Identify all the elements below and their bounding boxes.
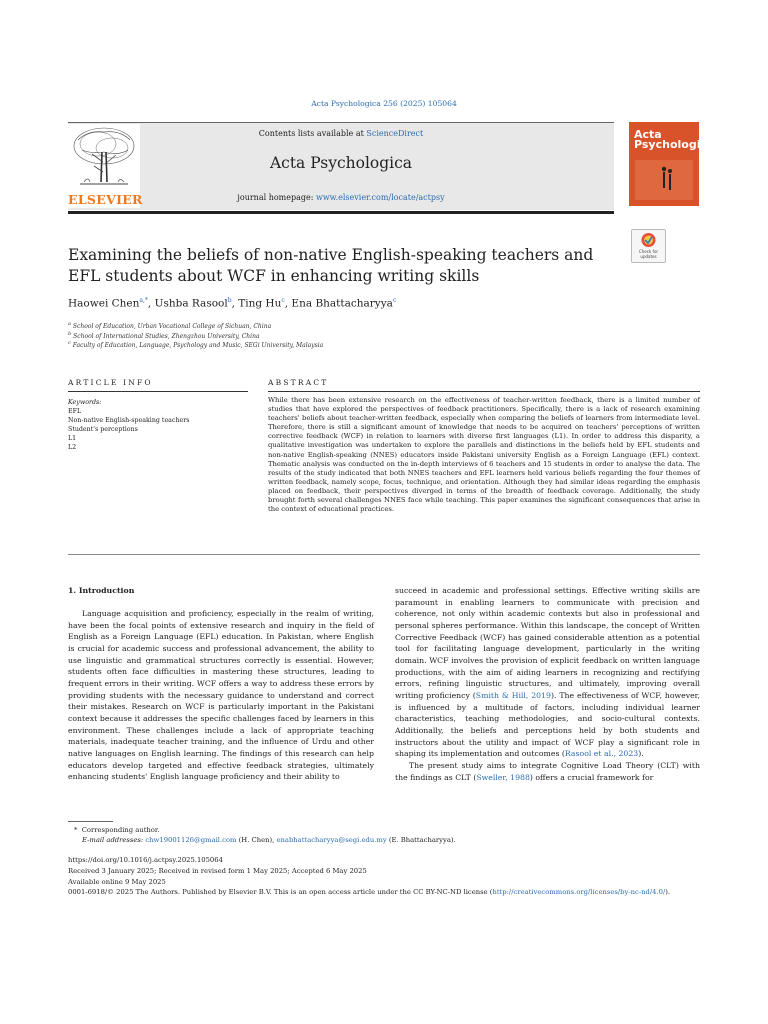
email-link[interactable]: enabhattacharyya@segi.edu.my [276, 836, 387, 844]
sciencedirect-link[interactable]: ScienceDirect [366, 129, 424, 138]
paragraph-text: ). [638, 749, 644, 759]
article-title: Examining the beliefs of non-native English-speaking teachers and EFL students about WCF in enhancing writing skills [68, 246, 594, 285]
received-dates: Received 3 January 2025; Received in revised form 1 May 2025; Accepted 6 May 2025 [68, 867, 367, 875]
license-text: 0001-6918/© 2025 The Authors. Published by Elsevier B.V. This is an open access article under the CC BY-NC-ND license ( [68, 888, 493, 896]
abstract-rule [268, 391, 700, 392]
paragraph-text: ) offers a crucial framework for [529, 772, 654, 782]
paragraph-text: succeed in academic and professional settings. Effective writing skills are paramount in enabling learners to communicate with precision and coherence, not only within academic contexts but also in professional and personal spheres performance. Within this landscape, the concept of Written Corrective Feedback (WCF) has gained considerable attention as a potential tool for facilitating language development, particularly in the writing domain. WCF involves the provision of explicit feedback on written language productions, with the aim of aiding learners in recognizing and rectifying errors, refining linguistic structures, and ultimately, improving overall writing proficiency ( [395, 586, 700, 700]
elsevier-wordmark: ELSEVIER [68, 192, 143, 207]
affiliation-item [68, 321, 668, 330]
author-separator: , [284, 297, 292, 310]
author-name[interactable]: Ena Bhattacharyya [291, 297, 393, 310]
doi-link[interactable]: https://doi.org/10.1016/j.actpsy.2025.105064 [68, 856, 223, 864]
homepage-prefix: journal homepage: [237, 193, 316, 202]
affiliation-item [68, 340, 668, 349]
author-affiliation-mark[interactable]: a,* [139, 297, 148, 304]
corresponding-note: * Corresponding author. [74, 826, 160, 834]
contents-line [68, 129, 614, 138]
author-affiliation-mark[interactable]: b [227, 297, 232, 304]
intro-paragraph: Language acquisition and proficiency, especially in the realm of writing, have been the focal points of extensive research and inquiry in the field of English as a Foreign Language (EFL) education. In Pakistan, where English is crucial for academic success and professional advancement, the ability to use linguistic and grammatical structures correctly is essential. However, students often face difficulties in mastering these structures, leading to frequent errors in their writing. WCF offers a way to address these errors by providing students with the necessary guidance to understand and correct their mistakes. Research on WCF is particularly important in the Pakistani context because it addresses the specific challenges faced by learners in this environment. These challenges include a lack of appropriate teaching materials, inadequate teacher training, and the influence of Urdu and other native languages on English learning. The findings of this research can help educators develop targeted and effective feedback strategies, ultimately enhancing students' English language proficiency and their ability to [68, 609, 374, 782]
journal-title: Acta Psychologica [269, 154, 413, 172]
corresponding-text: Corresponding author. [81, 826, 160, 834]
author-name[interactable]: Ting Hu [238, 297, 282, 310]
affiliation-mark: c [68, 340, 71, 346]
intro-paragraph [395, 760, 700, 783]
keyword-item[interactable]: EFL [68, 408, 82, 415]
section-heading-introduction: 1. Introduction [68, 586, 135, 595]
citation-link[interactable]: Smith & Hill, 2019 [475, 690, 551, 700]
abstract-text: While there has been extensive research on the effectiveness of teacher-written feedback, there is a limited number of studies that have explored the perspectives of feedback practitioners. Specifically, there is a lack of research examining teachers' beliefs about teacher-written feedback, especially when comparing the beliefs of learners from intermediate level. Therefore, there is still a significant amount of knowledge that needs to be acquired on teachers' perceptions of written corrective feedback (WCF) in relation to learners with diverse first languages (L1). In order to address this disparity, a qualitative investigation was undertaken to explore the parallels and distinctions in the beliefs held by EFL students and non-native English-speaking (NNES) educators inside Pakistani university English as a Foreign Language (EFL) context. Thematic analysis was conducted on the in-depth interviews of 6 teachers and 15 students in order to analyse the data. The results of the study indicated that both NNES teachers and EFL learners held various beliefs regarding the four themes of written feedback, namely scope, focus, technique, and orientation. Although they had similar ideas regarding the emphasis placed on feedback, their perspectives diverged in terms of the breadth of feedback coverage. Additionally, the study brought forth several challenges NNES face while teaching. This paper examines the significant consequences that arise in the context of educational practices. [268, 396, 700, 514]
affiliation-mark: b [68, 331, 72, 337]
cover-title: Acta Psychologica [634, 128, 715, 151]
paragraph-text: ). The effectiveness of WCF, however, is influenced by a multitude of factors, including individual learner characteristics, teaching methodologies, and socio-cultural contexts. Additionally, the beliefs and perceptions held by both students and instructors about the utility and impact of WCF play a significant role in shaping its implementation and outcomes ( [395, 690, 700, 759]
paragraph-text: The present study aims to integrate Cognitive Load Theory (CLT) with the findings as CLT ( [395, 760, 700, 782]
footnote-rule [68, 821, 113, 822]
author-separator: , [231, 297, 239, 310]
keyword-item[interactable]: Non-native English-speaking teachers [68, 417, 190, 424]
check-updates-icon [632, 230, 665, 250]
citation-link[interactable]: Sweller, 1988 [476, 772, 530, 782]
masthead-top-rule [68, 122, 614, 123]
homepage-line [68, 193, 614, 202]
email-owner: (E. Bhattacharyya). [386, 836, 456, 844]
citation-link[interactable]: Rasool et al., 2023 [564, 749, 639, 759]
right-column [395, 585, 700, 783]
author-separator: , [147, 297, 155, 310]
email-note [82, 835, 714, 845]
homepage-link[interactable]: www.elsevier.com/locate/actpsy [315, 193, 445, 202]
section-divider [68, 554, 700, 555]
keyword-item[interactable]: L2 [68, 444, 77, 451]
email-link[interactable]: chw19001126@gmail.com [145, 836, 237, 844]
affiliation-mark: a [68, 321, 71, 327]
affiliation-item [68, 331, 668, 340]
intro-paragraph-continued [395, 585, 700, 760]
author-list [68, 297, 668, 310]
license-text: ). [665, 888, 671, 896]
journal-reference[interactable]: Acta Psychologica 256 (2025) 105064 [311, 99, 457, 108]
license-link[interactable]: http://creativecommons.org/licenses/by-nc-nd/4.0/ [492, 888, 666, 896]
email-label: E-mail addresses: [82, 836, 144, 844]
keyword-item[interactable]: L1 [68, 435, 77, 442]
affiliation-text: School of International Studies, Zhengzhou University, China [73, 333, 260, 340]
article-info-heading: ARTICLE INFO [68, 378, 153, 387]
badge-text: Check for updates [638, 249, 659, 259]
author-name[interactable]: Haowei Chen [68, 297, 140, 310]
left-column [68, 608, 374, 783]
author-name[interactable]: Ushba Rasool [154, 297, 228, 310]
affiliation-text: Faculty of Education, Language, Psychology and Music, SEGi University, Malaysia [72, 342, 324, 349]
affiliation-text: School of Education, Urban Vocational College of Sichuan, China [72, 323, 272, 330]
email-owner: (H. Chen), [236, 836, 277, 844]
keyword-item[interactable]: Student's perceptions [68, 426, 138, 433]
keywords-label: Keywords: [68, 399, 102, 406]
available-online: Available online 9 May 2025 [68, 878, 166, 886]
article-info-rule [68, 391, 248, 392]
contents-prefix: Contents lists available at [258, 129, 367, 138]
license-note [68, 887, 700, 897]
abstract-heading: ABSTRACT [268, 378, 329, 387]
author-affiliation-mark[interactable]: c [392, 297, 397, 304]
masthead-bottom-rule [68, 211, 614, 214]
author-affiliation-mark[interactable]: c [281, 297, 285, 304]
